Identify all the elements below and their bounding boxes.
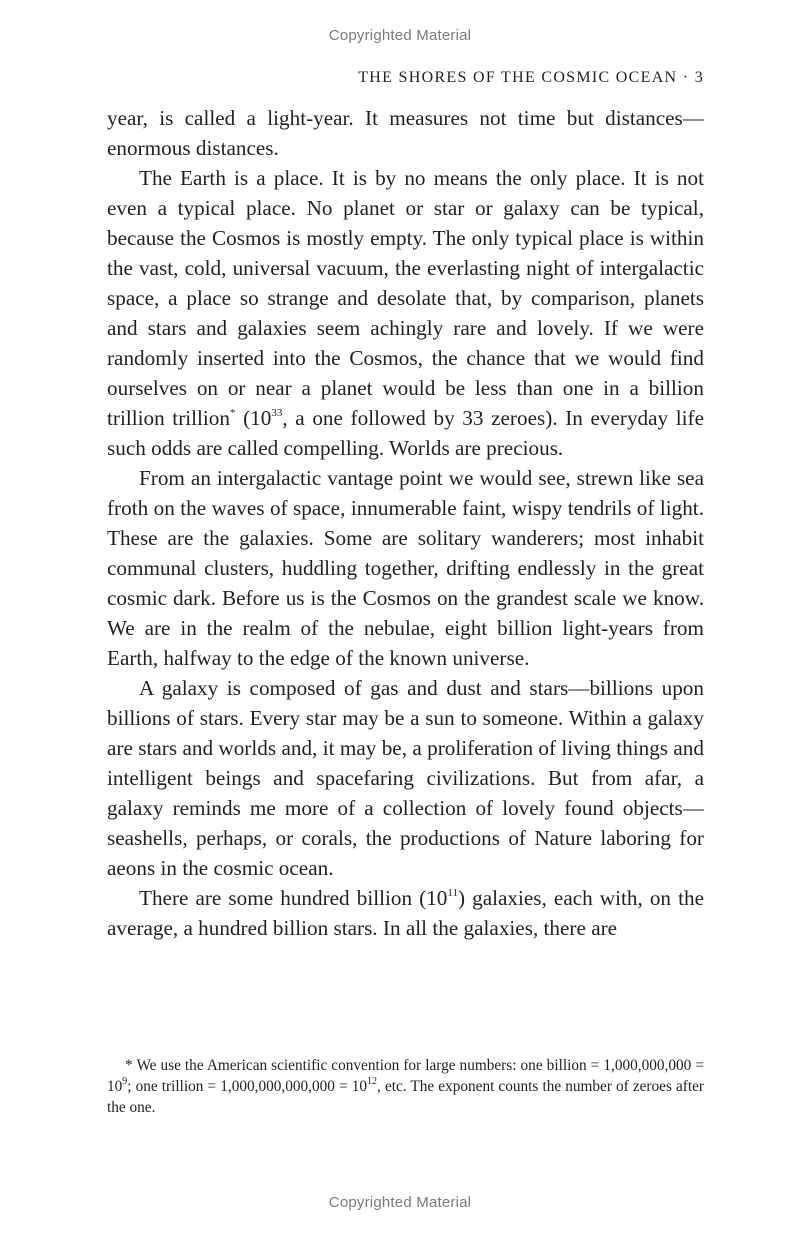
footnote-mark: * (125, 1057, 133, 1074)
paragraph-5-text-b: ) galaxies, each with, on the average, a hundred billion stars. In all the galaxies, there are (107, 886, 704, 940)
footnote-reference-mark: * (229, 407, 236, 419)
copyright-watermark-top: Copyrighted Material (328, 27, 472, 44)
paragraph-2-text-a: The Earth is a place. It is by no means the only place. It is not even a typical place. No planet or star or galaxy can be typical, because the Cosmos is mostly empty. The only typical place is within the vast, cold, universal vacuum, the everlasting night of intergalactic space, a place so strange and desolate that, by comparison, planets and stars and galaxies seem achingly rare and lovely. If we were randomly inserted into the Cosmos, the chance that we would find ourselves on or near a planet would be less than one in a billion trillion trillion (107, 166, 704, 430)
paragraph-2 (107, 163, 704, 463)
footnote-text-a: We use the American scientific convention for large numbers: one billion = 1,000,000,000 = 10 (107, 1057, 704, 1095)
running-head (358, 69, 704, 87)
paragraph-1: year, is called a light-year. It measures not time but distances—enormous distances. (107, 106, 704, 160)
paragraph-5-text-a: There are some hundred billion (10 (139, 886, 448, 910)
footnote-text-b: ; one trillion = 1,000,000,000,000 = 10 (127, 1078, 368, 1095)
footnote-exponent-9: 9 (122, 1076, 128, 1087)
paragraph-4: A galaxy is composed of gas and dust and stars—billions upon billions of stars. Every star may be a sun to someone. Within a galaxy are stars and worlds and, it may be, a proliferation of living things and intelligent beings and spacefaring civilizations. But from afar, a galaxy reminds me more of a collection of lovely found objects—seashells, perhaps, or corals, the productions of Nature laboring for aeons in the cosmic ocean. (107, 676, 704, 880)
paragraph-5 (107, 883, 704, 943)
exponent-11: 11 (447, 887, 458, 899)
paragraph-3: From an intergalactic vantage point we would see, strewn like sea froth on the waves of space, innumerable faint, wispy tendrils of light. These are the galaxies. Some are solitary wanderers; most inhabit communal clusters, huddling together, drifting endlessly in the great cosmic dark. Before us is the Cosmos on the grandest scale we know. We are in the realm of the nebulae, eight billion light-years from Earth, halfway to the edge of the known universe. (107, 466, 704, 670)
footnote-exponent-12: 12 (367, 1076, 378, 1087)
body-text (107, 103, 704, 943)
running-head-separator: · (682, 69, 690, 86)
copyright-watermark-bottom: Copyrighted Material (328, 1194, 472, 1211)
exponent-33: 33 (271, 407, 283, 419)
footnote (107, 1055, 704, 1118)
paragraph-2-text-c: , a one followed by 33 zeroes). In everyday life such odds are called compelling. Worlds are precious. (107, 406, 704, 460)
page-number: 3 (694, 69, 704, 86)
footnote-text-c: , etc. The exponent counts the number of zeroes after the one. (107, 1078, 705, 1116)
paragraph-2-text-b: (10 (235, 406, 272, 430)
running-head-title: THE SHORES OF THE COSMIC OCEAN (358, 69, 678, 86)
